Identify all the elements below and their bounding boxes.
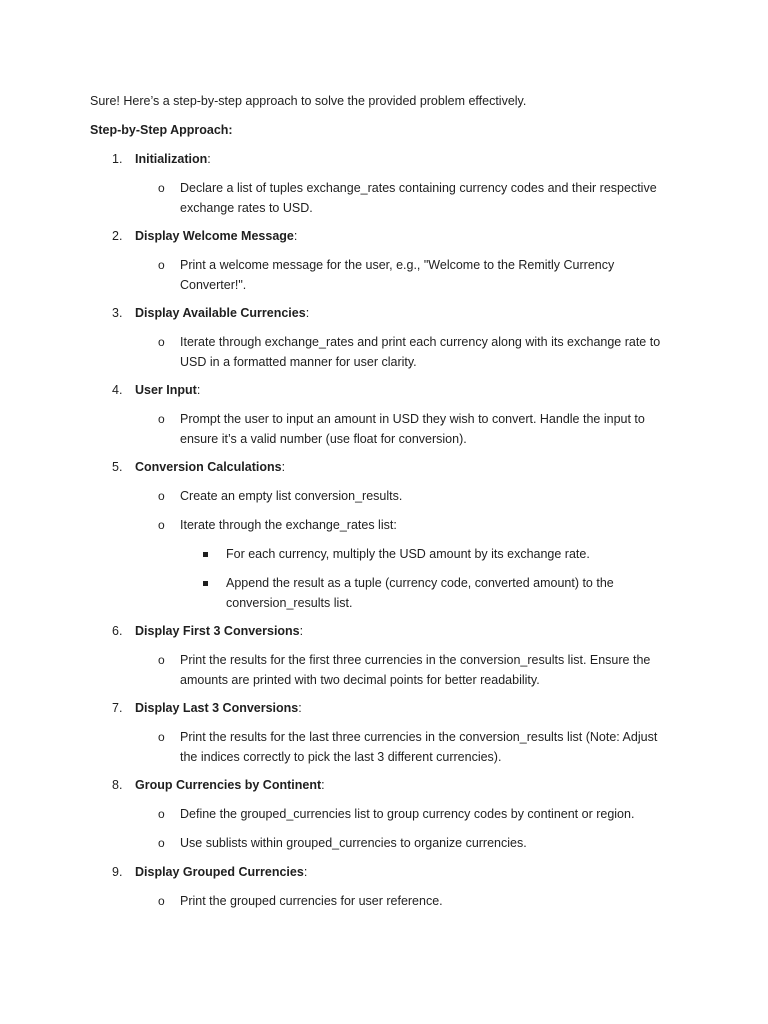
step-title-colon: : bbox=[321, 778, 325, 792]
steps-list bbox=[0, 150, 768, 920]
sub-item-text: Iterate through the exchange_rates list: bbox=[180, 518, 397, 532]
step-title bbox=[135, 227, 297, 247]
sub-item bbox=[0, 256, 768, 295]
sub-item bbox=[0, 834, 768, 854]
step-number: 1. bbox=[112, 152, 123, 166]
step-title-colon: : bbox=[293, 229, 298, 243]
step-item bbox=[0, 622, 768, 690]
step-number: 2. bbox=[112, 229, 123, 243]
step-title-row bbox=[0, 776, 768, 796]
step-title-text: Display Last 3 Conversions bbox=[135, 701, 299, 715]
circle-bullet-icon: o bbox=[158, 893, 165, 908]
circle-bullet-icon: o bbox=[158, 518, 165, 532]
step-number: 3. bbox=[112, 306, 123, 320]
sub-item-text: Iterate through exchange_rates and print each currency along with its exchange rate to USD in a formatted manner for user clarity. bbox=[180, 335, 661, 369]
step-title-colon: : bbox=[299, 624, 304, 638]
step-number: 6. bbox=[112, 624, 123, 638]
step-title-colon: : bbox=[298, 701, 302, 715]
step-title bbox=[135, 381, 200, 401]
circle-bullet-icon: o bbox=[158, 653, 165, 667]
circle-bullet-icon: o bbox=[158, 730, 165, 744]
step-title bbox=[135, 150, 211, 170]
step-title-row bbox=[0, 381, 768, 401]
step-title bbox=[135, 776, 325, 796]
sub-item bbox=[0, 333, 768, 372]
intro-paragraph: Sure! Here’s a step-by-step approach to solve the provided problem effectively. bbox=[90, 94, 527, 108]
sub-item bbox=[0, 728, 768, 767]
step-title-row bbox=[0, 227, 768, 247]
sub-item bbox=[0, 487, 768, 507]
step-title-row bbox=[0, 699, 768, 719]
step-number: 8. bbox=[112, 778, 123, 792]
sub-item bbox=[0, 805, 768, 825]
circle-bullet-icon: o bbox=[158, 181, 165, 195]
sub-item-text: Print the grouped currencies for user reference. bbox=[180, 893, 443, 908]
step-item bbox=[0, 776, 768, 854]
step-title bbox=[135, 863, 307, 883]
step-title-text: Display First 3 Conversions bbox=[135, 624, 300, 638]
step-title-text: Initialization bbox=[135, 152, 208, 166]
step-title-row bbox=[0, 863, 768, 883]
nested-sub-item bbox=[0, 545, 768, 565]
sub-item-text: Use sublists within grouped_currencies to organize currencies. bbox=[180, 836, 527, 850]
step-number: 9. bbox=[112, 864, 123, 879]
sub-item-text: Define the grouped_currencies list to group currency codes by continent or region. bbox=[180, 807, 635, 821]
sub-item bbox=[0, 410, 768, 449]
step-item bbox=[0, 227, 768, 295]
circle-bullet-icon: o bbox=[158, 258, 165, 272]
step-title-row bbox=[0, 304, 768, 324]
step-item bbox=[0, 458, 768, 613]
nested-sub-item-text: Append the result as a tuple (currency code, converted amount) to the conversion_results list. bbox=[226, 576, 614, 610]
square-bullet-icon bbox=[203, 581, 208, 586]
step-number: 7. bbox=[112, 701, 123, 715]
nested-sub-item-text: For each currency, multiply the USD amount by its exchange rate. bbox=[226, 547, 590, 561]
sub-item bbox=[0, 179, 768, 218]
sub-item-text: Print a welcome message for the user, e.g., "Welcome to the Remitly Currency Converter!". bbox=[180, 258, 615, 292]
sub-item bbox=[0, 516, 768, 536]
sub-item-text: Print the results for the last three currencies in the conversion_results list (Note: Adjust the indices correctly to pick the last 3 different currencies). bbox=[180, 730, 658, 764]
step-title-row bbox=[0, 622, 768, 642]
sub-item bbox=[0, 892, 768, 912]
step-title-colon: : bbox=[305, 306, 310, 320]
step-title-text: Conversion Calculations bbox=[135, 460, 282, 474]
circle-bullet-icon: o bbox=[158, 412, 165, 426]
step-title-text: Display Welcome Message bbox=[135, 229, 294, 243]
step-number: 4. bbox=[112, 383, 123, 397]
sub-item-text: Print the results for the first three currencies in the conversion_results list. Ensure the amounts are printed with two decimal points for better readability. bbox=[180, 653, 651, 687]
step-title bbox=[135, 304, 309, 324]
step-title-colon: : bbox=[303, 864, 308, 879]
step-item bbox=[0, 381, 768, 449]
step-title-colon: : bbox=[207, 152, 211, 166]
step-item bbox=[0, 863, 768, 912]
sub-item bbox=[0, 651, 768, 690]
step-item bbox=[0, 699, 768, 767]
sub-item-text: Prompt the user to input an amount in USD they wish to convert. Handle the input to ensure it’s a valid number (use float for conversion). bbox=[180, 412, 645, 446]
step-title bbox=[135, 622, 303, 642]
circle-bullet-icon: o bbox=[158, 335, 165, 349]
step-title-text: Display Available Currencies bbox=[135, 306, 306, 320]
sub-item-text: Declare a list of tuples exchange_rates containing currency codes and their respective exchange rates to USD. bbox=[180, 181, 657, 215]
step-item bbox=[0, 150, 768, 218]
circle-bullet-icon: o bbox=[158, 807, 165, 821]
circle-bullet-icon: o bbox=[158, 489, 165, 503]
circle-bullet-icon: o bbox=[158, 836, 165, 850]
square-bullet-icon bbox=[203, 552, 208, 557]
step-title bbox=[135, 458, 285, 478]
step-title-colon: : bbox=[281, 460, 286, 474]
step-title-colon: : bbox=[196, 383, 201, 397]
nested-sub-item bbox=[0, 574, 768, 613]
step-title-text: Display Grouped Currencies bbox=[135, 864, 304, 879]
step-item bbox=[0, 304, 768, 372]
sub-item-text: Create an empty list conversion_results. bbox=[180, 489, 403, 503]
step-title-text: Group Currencies by Continent bbox=[135, 778, 322, 792]
section-heading: Step-by-Step Approach: bbox=[90, 123, 233, 137]
step-title-text: User Input bbox=[135, 383, 197, 397]
step-number: 5. bbox=[112, 460, 123, 474]
step-title-row bbox=[0, 458, 768, 478]
step-title bbox=[135, 699, 302, 719]
step-title-row bbox=[0, 150, 768, 170]
